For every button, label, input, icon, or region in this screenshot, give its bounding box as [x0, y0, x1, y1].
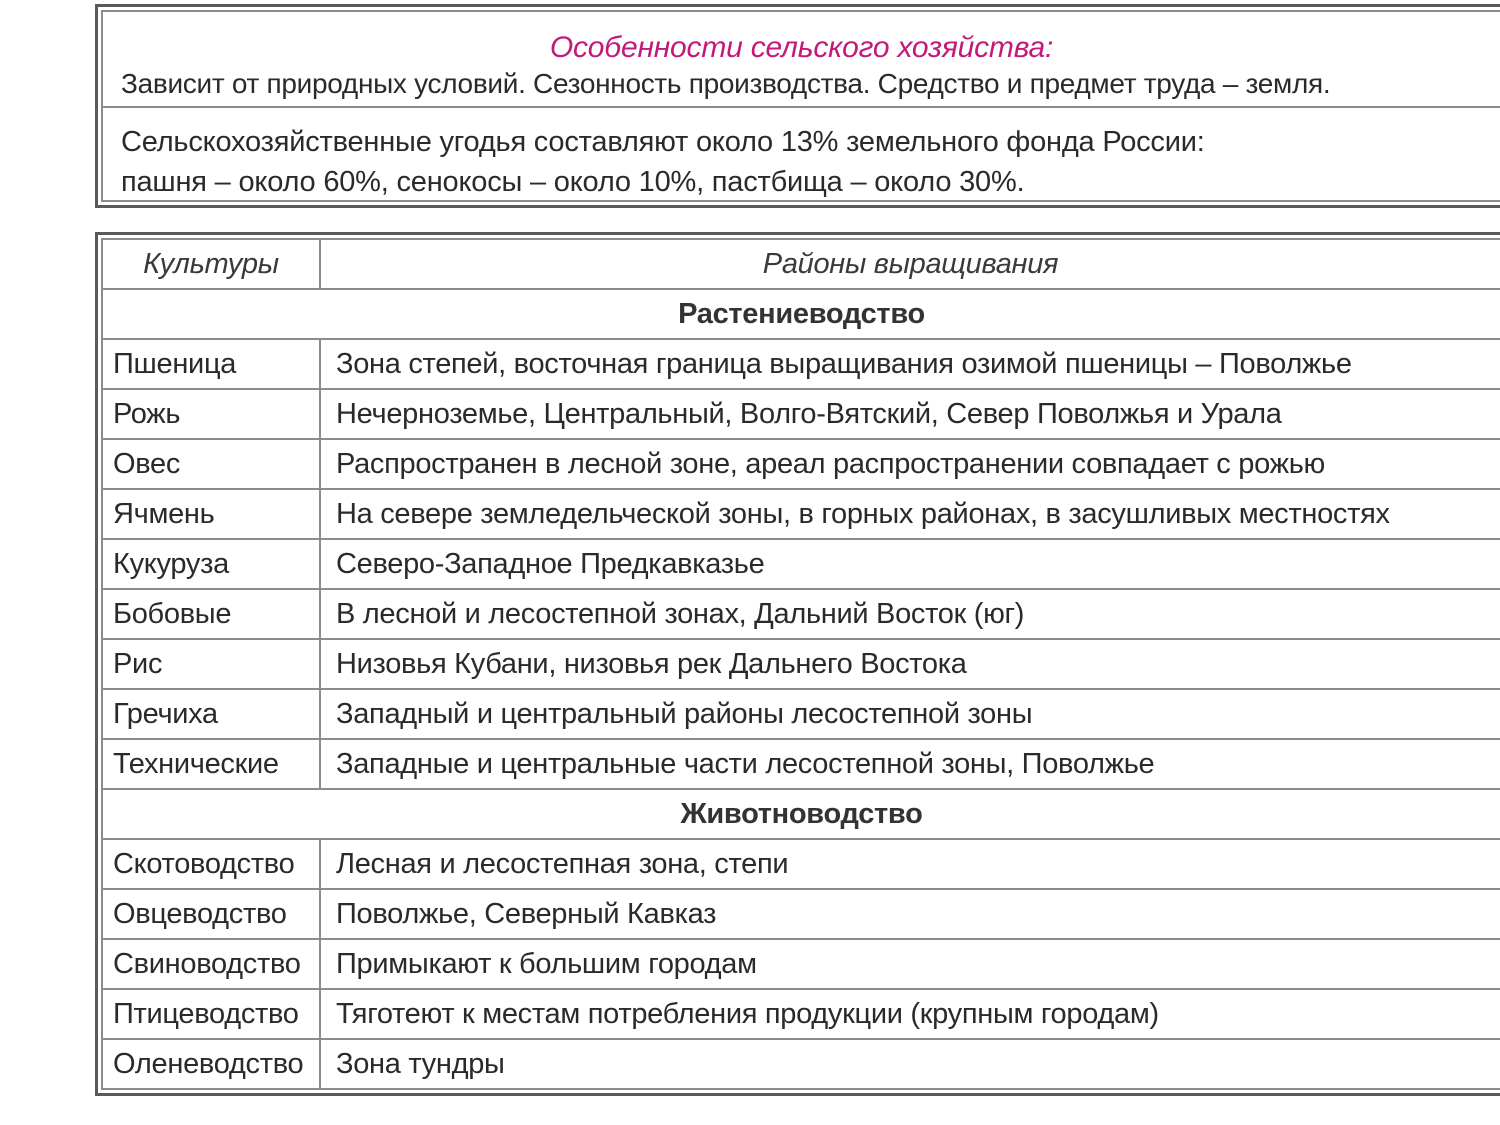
table-row	[102, 839, 1500, 889]
crop-cell: Рожь	[102, 389, 320, 439]
land-fund-info	[103, 108, 1500, 202]
table-row	[102, 489, 1500, 539]
land-fund-line-2: пашня – около 60%, сенокосы – около 10%, пастбища – около 30%.	[121, 166, 1025, 198]
region-cell: На севере земледельческой зоны, в горных районах, в засушливых местностях	[320, 489, 1500, 539]
region-cell: Низовья Кубани, низовья рек Дальнего Востока	[320, 639, 1500, 689]
agriculture-features-box	[95, 4, 1500, 208]
region-cell: Тяготеют к местам потребления продукции (крупным городам)	[320, 989, 1500, 1039]
region-cell: Поволжье, Северный Кавказ	[320, 889, 1500, 939]
agriculture-features-inner	[101, 10, 1500, 202]
table-row	[102, 389, 1500, 439]
table-row	[102, 589, 1500, 639]
crop-cell: Овес	[102, 439, 320, 489]
crop-cell: Гречиха	[102, 689, 320, 739]
crop-cell: Свиноводство	[102, 939, 320, 989]
table-header-row	[102, 239, 1500, 289]
section-animals-row	[102, 789, 1500, 839]
region-cell: Зона степей, восточная граница выращивания озимой пшеницы – Поволжье	[320, 339, 1500, 389]
header-crops: Культуры	[102, 239, 320, 289]
features-subtitle: Зависит от природных условий. Сезонность производства. Средство и предмет труда – земля.	[121, 68, 1331, 99]
features-title: Особенности сельского хозяйства:	[549, 31, 1054, 64]
table-row	[102, 639, 1500, 689]
table-row	[102, 939, 1500, 989]
region-cell: Западный и центральный районы лесостепной зоны	[320, 689, 1500, 739]
header-regions: Районы выращивания	[320, 239, 1500, 289]
land-fund-line-1: Сельскохозяйственные угодья составляют около 13% земельного фонда России:	[121, 126, 1205, 158]
crop-cell: Пшеница	[102, 339, 320, 389]
features-header	[103, 12, 1500, 108]
crop-cell: Овцеводство	[102, 889, 320, 939]
section-plants: Растениеводство	[102, 289, 1500, 339]
table-row	[102, 739, 1500, 789]
table-row	[102, 1039, 1500, 1089]
table-row	[102, 889, 1500, 939]
region-cell: Северо-Западное Предкавказье	[320, 539, 1500, 589]
table-row	[102, 989, 1500, 1039]
region-cell: В лесной и лесостепной зонах, Дальний Восток (юг)	[320, 589, 1500, 639]
crop-cell: Скотоводство	[102, 839, 320, 889]
section-animals: Животноводство	[102, 789, 1500, 839]
crops-regions-table-box	[95, 232, 1500, 1096]
region-cell: Распространен в лесной зоне, ареал распространении совпадает с рожью	[320, 439, 1500, 489]
crop-cell: Ячмень	[102, 489, 320, 539]
region-cell: Лесная и лесостепная зона, степи	[320, 839, 1500, 889]
crop-cell: Кукуруза	[102, 539, 320, 589]
crop-cell: Птицеводство	[102, 989, 320, 1039]
table-row	[102, 689, 1500, 739]
region-cell: Зона тундры	[320, 1039, 1500, 1089]
crop-cell: Бобовые	[102, 589, 320, 639]
crop-cell: Оленеводство	[102, 1039, 320, 1089]
region-cell: Нечерноземье, Центральный, Волго-Вятский, Север Поволжья и Урала	[320, 389, 1500, 439]
table-row	[102, 339, 1500, 389]
section-plants-row	[102, 289, 1500, 339]
region-cell: Примыкают к большим городам	[320, 939, 1500, 989]
crops-regions-table	[101, 238, 1500, 1090]
table-row	[102, 539, 1500, 589]
table-row	[102, 439, 1500, 489]
crop-cell: Рис	[102, 639, 320, 689]
region-cell: Западные и центральные части лесостепной зоны, Поволжье	[320, 739, 1500, 789]
crop-cell: Технические	[102, 739, 320, 789]
